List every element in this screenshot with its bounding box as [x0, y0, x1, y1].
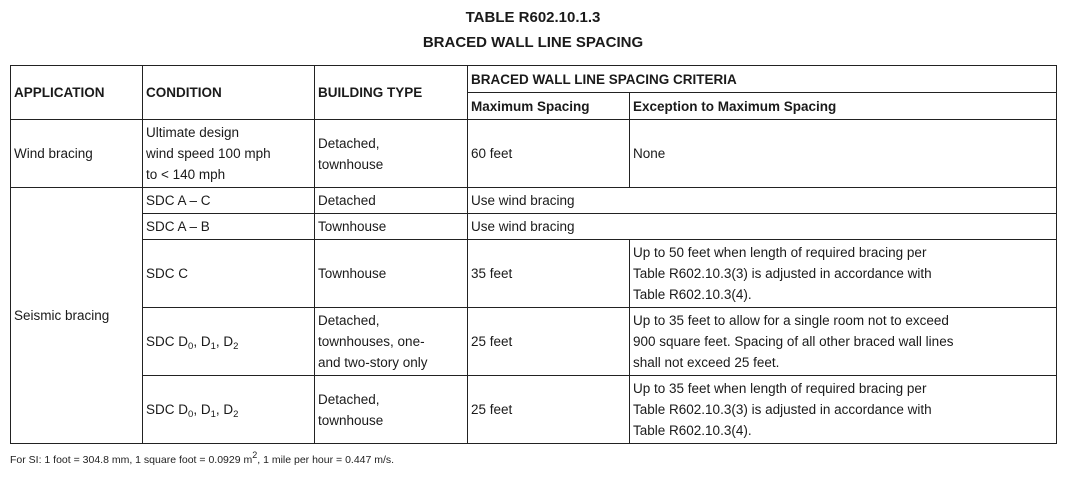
header-application: APPLICATION	[11, 66, 143, 120]
condition-cell: SDC $D_0$, $D_1$, $D_2$	[143, 308, 315, 376]
footnote: For SI: 1 foot = 304.8 mm, 1 square foot = 0.0929 m2, 1 mile per hour = 0.447 m/s.	[10, 450, 395, 466]
exception-cell: Up to 35 feet when length of required bracing per Table R602.10.3(3) is adjusted in accordance with Table R602.10.3(4).	[630, 376, 1057, 444]
seismic-application: Seismic bracing	[11, 188, 143, 444]
header-max-spacing: Maximum Spacing	[468, 93, 630, 120]
table-title: TABLE R602.10.1.3	[465, 9, 601, 26]
max-spacing-cell: 25 feet	[468, 376, 630, 444]
building-type-cell: Townhouse	[315, 240, 468, 308]
condition-cell: SDC $D_0$, $D_1$, $D_2$	[143, 376, 315, 444]
table-row	[11, 188, 1057, 214]
header-exception: Exception to Maximum Spacing	[630, 93, 1057, 120]
wind-building-type: Detached, townhouse	[315, 120, 468, 188]
table-row	[11, 120, 1057, 188]
table-subtitle: BRACED WALL LINE SPACING	[422, 34, 644, 51]
wind-condition: Ultimate design wind speed 100 mph to < 140 mph	[143, 120, 315, 188]
table-row	[11, 376, 1057, 444]
condition-cell: SDC C	[143, 240, 315, 308]
condition-cell: SDC A – C	[143, 188, 315, 214]
building-type-cell: Detached, townhouses, one- and two-story only	[315, 308, 468, 376]
max-spacing-cell: 25 feet	[468, 308, 630, 376]
exception-cell: Up to 35 feet to allow for a single room not to exceed 900 square feet. Spacing of all other braced wall lines shall not exceed 25 feet.	[630, 308, 1057, 376]
table-row	[11, 240, 1057, 308]
building-type-cell: Townhouse	[315, 214, 468, 240]
max-spacing-cell: 35 feet	[468, 240, 630, 308]
header-criteria: BRACED WALL LINE SPACING CRITERIA	[468, 66, 1057, 93]
building-type-cell: Detached	[315, 188, 468, 214]
table-row	[11, 308, 1057, 376]
exception-cell: Up to 50 feet when length of required bracing per Table R602.10.3(3) is adjusted in accordance with Table R602.10.3(4).	[630, 240, 1057, 308]
braced-wall-table	[10, 65, 1057, 444]
wind-max-spacing: 60 feet	[468, 120, 630, 188]
spacing-merged-cell: Use wind bracing	[468, 214, 1057, 240]
wind-exception: None	[630, 120, 1057, 188]
condition-cell: SDC A – B	[143, 214, 315, 240]
wind-application: Wind bracing	[11, 120, 143, 188]
header-building-type: BUILDING TYPE	[315, 66, 468, 120]
table-row	[11, 214, 1057, 240]
header-condition: CONDITION	[143, 66, 315, 120]
spacing-merged-cell: Use wind bracing	[468, 188, 1057, 214]
building-type-cell: Detached, townhouse	[315, 376, 468, 444]
